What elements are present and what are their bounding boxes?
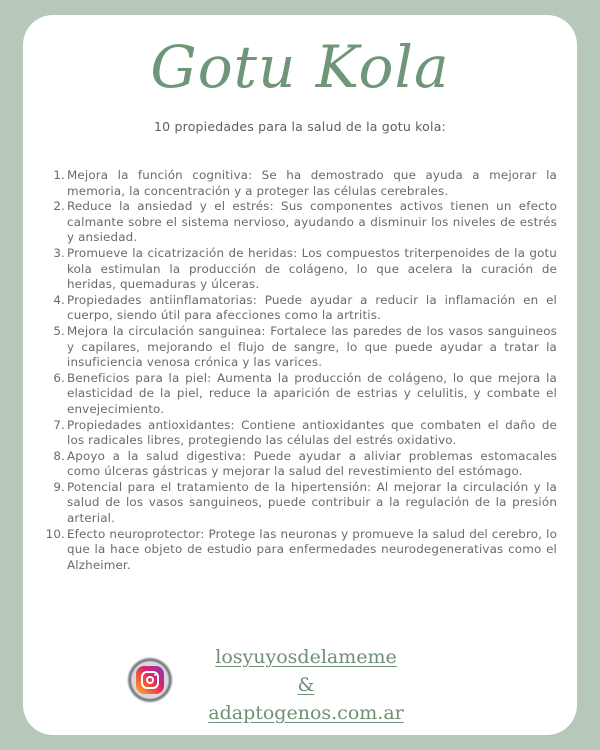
item-number: 7.: [53, 417, 65, 432]
instagram-logo: [136, 666, 164, 694]
item-text: Beneficios para la piel: Aumenta la producción de colágeno, lo que mejora la elasticidad de la piel, reduce la aparición de estrias y celulitis, y combate el envejecimiento.: [67, 370, 557, 416]
page-subtitle: 10 propiedades para la salud de la gotu kola:: [154, 119, 446, 134]
item-number: 9.: [53, 479, 65, 494]
item-text: Apoyo a la salud digestiva: Puede ayudar a aliviar problemas estomacales como úlceras gástricas y mejorar la salud del revestimiento del estómago.: [67, 448, 557, 479]
list-item: [43, 527, 557, 574]
item-text: Mejora la función cognitiva: Se ha demostrado que ayuda a mejorar la memoria, la concentración y a proteger las células cerebrales.: [67, 168, 557, 198]
camera-lens-icon: [146, 676, 154, 684]
footer-links: [191, 643, 421, 727]
instagram-icon[interactable]: [127, 657, 173, 703]
item-number: 6.: [53, 370, 65, 385]
item-text: Mejora la circulación sanguinea: Fortalece las paredes de los vasos sanguineos y capilares, mejorando el flujo de sangre, lo que puede ayudar a tratar la insuficiencia venosa crónica y las varices.: [67, 323, 557, 370]
item-text: Reduce la ansiedad y el estrés: Sus componentes activos tienen un efecto calmante sobre el sistema nervioso, ayudando a disminuir los niveles de estrés y ansiedad.: [67, 199, 557, 245]
item-text: Propiedades antioxidantes: Contiene antioxidantes que combaten el daño de los radicales libres, protegiendo las células del estrés oxidativo.: [67, 417, 557, 448]
list-item: [43, 168, 557, 199]
list-item: [43, 293, 557, 324]
item-text: Promueve la cicatrización de heridas: Los compuestos triterpenoides de la gotu kola estimulan la producción de colágeno, lo que acelera la curación de heridas, quemaduras y úlceras.: [67, 245, 557, 292]
properties-list: [43, 168, 557, 573]
item-number: 2.: [53, 199, 65, 214]
item-number: 1.: [53, 168, 65, 182]
item-number: 4.: [53, 292, 65, 307]
item-number: 8.: [53, 448, 65, 463]
website-link[interactable]: adaptogenos.com.ar: [208, 702, 404, 724]
camera-frame-icon: [141, 671, 159, 689]
camera-flash-icon: [154, 674, 156, 676]
item-number: 3.: [53, 245, 65, 260]
list-item: [43, 246, 557, 293]
item-text: Efecto neuroprotector: Protege las neuronas y promueve la salud del cerebro, lo que la hace objeto de estudio para enfermedades neurodegenerativas como el Alzheimer.: [67, 526, 557, 572]
list-item: [43, 371, 557, 418]
page-title: Gotu Kola: [150, 33, 450, 101]
item-text: Propiedades antiinflamatorias: Puede ayudar a reducir la inflamación en el cuerpo, siendo útil para afecciones como la artritis.: [67, 292, 557, 323]
item-number: 5.: [53, 323, 65, 338]
content-card: [23, 15, 577, 735]
list-item: [43, 324, 557, 371]
list-item: [43, 449, 557, 480]
item-text: Potencial para el tratamiento de la hipertensión: Al mejorar la circulación y la salud de los vasos sanguineos, puede contribuir a la regulación de la presión arterial.: [67, 479, 557, 526]
list-item: [43, 480, 557, 527]
list-item: [43, 418, 557, 449]
separator: &: [297, 674, 315, 696]
list-item: [43, 199, 557, 246]
item-number: 10.: [45, 526, 65, 541]
instagram-handle-link[interactable]: losyuyosdelameme: [215, 646, 397, 668]
